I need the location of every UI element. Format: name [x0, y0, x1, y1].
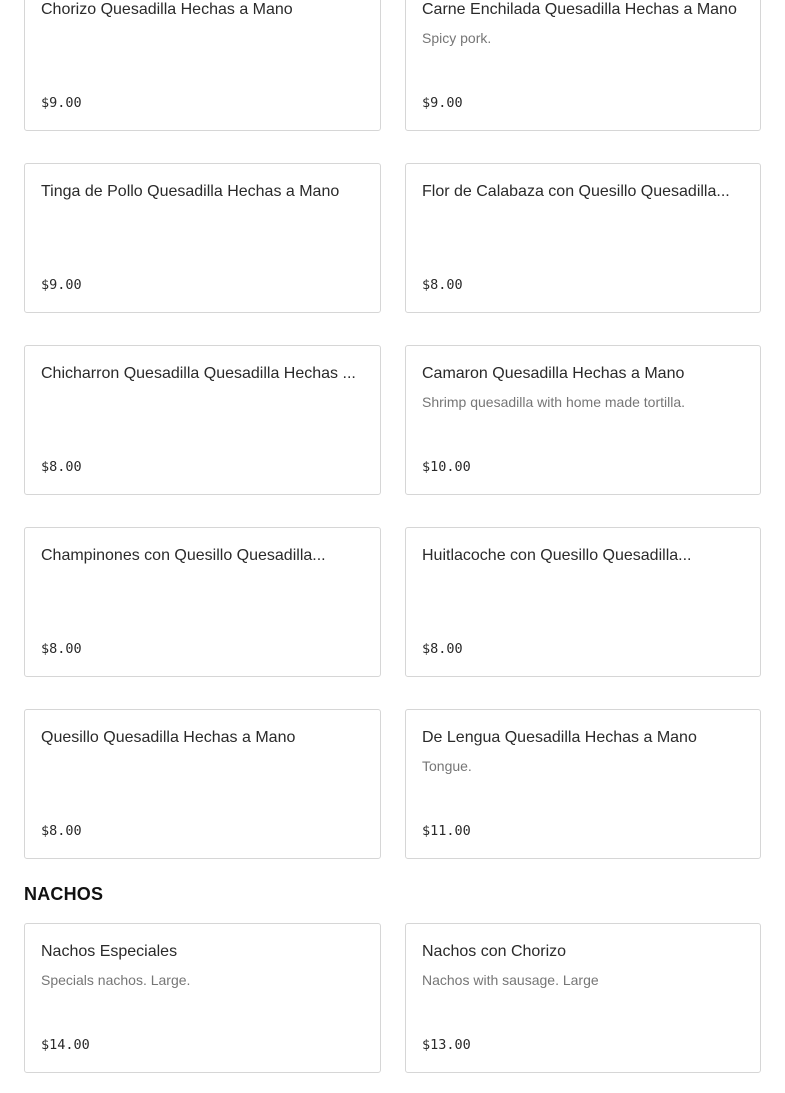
menu-item-card[interactable]: [405, 345, 761, 495]
menu-item-card[interactable]: [405, 923, 761, 1073]
menu-item-name: Tinga de Pollo Quesadilla Hechas a Mano: [41, 183, 340, 200]
menu-item-description: Specials nachos. Large.: [41, 972, 191, 988]
menu-item-name: Camaron Quesadilla Hechas a Mano: [422, 365, 685, 382]
menu-item-name: De Lengua Quesadilla Hechas a Mano: [422, 729, 697, 746]
menu-item-card[interactable]: [24, 709, 381, 859]
nachos-grid: [24, 923, 761, 1073]
menu-item-price: $13.00: [422, 1037, 471, 1053]
menu-item-name: Champinones con Quesillo Quesadilla...: [41, 547, 326, 564]
menu-item-card[interactable]: [24, 527, 381, 677]
menu-item-card[interactable]: [24, 923, 381, 1073]
menu-item-price: $9.00: [422, 95, 463, 111]
menu-item-description: Tongue.: [422, 758, 472, 774]
menu-item-name: Chorizo Quesadilla Hechas a Mano: [41, 1, 293, 18]
section-heading-nachos: NACHOS: [24, 884, 104, 904]
menu-item-description: Nachos with sausage. Large: [422, 972, 599, 988]
menu-item-price: $10.00: [422, 459, 471, 475]
menu-item-name: Flor de Calabaza con Quesillo Quesadilla...: [422, 183, 730, 200]
menu-item-price: $14.00: [41, 1037, 90, 1053]
menu-item-price: $9.00: [41, 95, 82, 111]
menu-item-card[interactable]: [405, 0, 761, 131]
menu-item-card[interactable]: [405, 163, 761, 313]
menu-item-price: $11.00: [422, 823, 471, 839]
menu-item-name: Chicharron Quesadilla Quesadilla Hechas ...: [41, 365, 356, 382]
menu-item-price: $8.00: [422, 641, 463, 657]
menu-item-description: Shrimp quesadilla with home made tortilla.: [422, 394, 686, 410]
menu-item-price: $9.00: [41, 277, 82, 293]
menu-item-card[interactable]: [24, 345, 381, 495]
menu-item-card[interactable]: [24, 163, 381, 313]
menu-item-price: $8.00: [422, 277, 463, 293]
quesadillas-grid: [24, 0, 761, 859]
menu-item-price: $8.00: [41, 641, 82, 657]
menu-item-name: Nachos con Chorizo: [422, 943, 567, 960]
menu-item-card[interactable]: [405, 527, 761, 677]
menu-item-name: Huitlacoche con Quesillo Quesadilla...: [422, 547, 692, 564]
menu-item-name: Nachos Especiales: [41, 943, 178, 960]
menu-item-description: Spicy pork.: [422, 30, 492, 46]
menu-item-name: Quesillo Quesadilla Hechas a Mano: [41, 729, 296, 746]
menu-item-name: Carne Enchilada Quesadilla Hechas a Mano: [422, 1, 737, 18]
menu-item-card[interactable]: [405, 709, 761, 859]
menu-item-price: $8.00: [41, 459, 82, 475]
menu-item-price: $8.00: [41, 823, 82, 839]
menu-item-card[interactable]: [24, 0, 381, 131]
